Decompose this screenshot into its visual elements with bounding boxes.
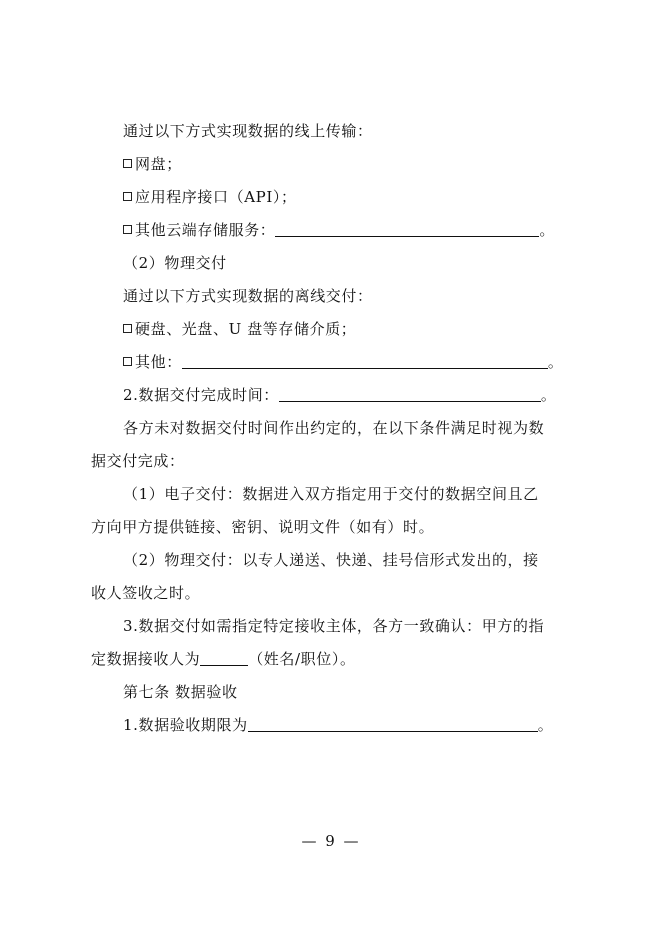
recipient-label: 定数据接收人为 — [91, 650, 201, 668]
acceptance-period-line — [123, 715, 553, 735]
option-storage-media[interactable] — [123, 319, 356, 339]
acceptance-period-blank[interactable] — [248, 717, 538, 732]
paragraph-no-agreement-2: 据交付完成： — [91, 452, 185, 470]
option-other[interactable] — [123, 352, 563, 372]
paragraph-electronic-2: 方向甲方提供链接、密钥、说明文件（如有）时。 — [91, 518, 435, 536]
paragraph-recipient-1: 3.数据交付如需指定特定接收主体，各方一致确认：甲方的指 — [123, 617, 545, 635]
paragraph-no-agreement-1: 各方未对数据交付时间作出约定的，在以下条件满足时视为数 — [123, 419, 545, 437]
period: 。 — [539, 221, 556, 239]
option-api[interactable] — [123, 187, 297, 207]
recipient-blank[interactable] — [200, 651, 248, 666]
paragraph-physical-1: （2）物理交付：以专人递送、快递、挂号信形式发出的，接 — [123, 551, 539, 569]
period: 。 — [547, 353, 564, 371]
option-cloud-storage[interactable] — [123, 220, 555, 240]
delivery-time-blank[interactable] — [279, 387, 541, 402]
option-netdisk[interactable] — [123, 154, 182, 174]
recipient-suffix: （姓名/职位）。 — [248, 650, 356, 668]
heading-physical-delivery: （2）物理交付 — [123, 254, 227, 272]
checkbox[interactable] — [123, 324, 132, 333]
paragraph-online-transfer: 通过以下方式实现数据的线上传输： — [123, 122, 373, 140]
paragraph-offline-delivery: 通过以下方式实现数据的离线交付： — [123, 287, 373, 305]
delivery-time-line — [123, 385, 557, 405]
option-label: 其他云端存储服务： — [135, 221, 276, 239]
acceptance-period-label: 1.数据验收期限为 — [123, 716, 248, 734]
paragraph-recipient-2 — [91, 649, 356, 669]
checkbox[interactable] — [123, 225, 132, 234]
delivery-time-label: 2.数据交付完成时间： — [123, 386, 279, 404]
article-heading: 第七条 数据验收 — [123, 683, 238, 701]
option-label: 硬盘、光盘、U 盘等存储介质； — [135, 320, 357, 338]
option-label: 其他： — [135, 353, 182, 371]
other-blank[interactable] — [182, 354, 548, 369]
paragraph-electronic-1: （1）电子交付：数据进入双方指定用于交付的数据空间且乙 — [123, 485, 539, 503]
option-label: 网盘； — [135, 155, 182, 173]
checkbox[interactable] — [123, 159, 132, 168]
page-number: — 9 — — [301, 832, 361, 850]
period: 。 — [537, 716, 554, 734]
paragraph-physical-2: 收人签收之时。 — [91, 584, 201, 602]
option-label: 应用程序接口（API）； — [135, 188, 297, 206]
checkbox[interactable] — [123, 192, 132, 201]
checkbox[interactable] — [123, 357, 132, 366]
period: 。 — [540, 386, 557, 404]
cloud-storage-blank[interactable] — [275, 222, 539, 237]
